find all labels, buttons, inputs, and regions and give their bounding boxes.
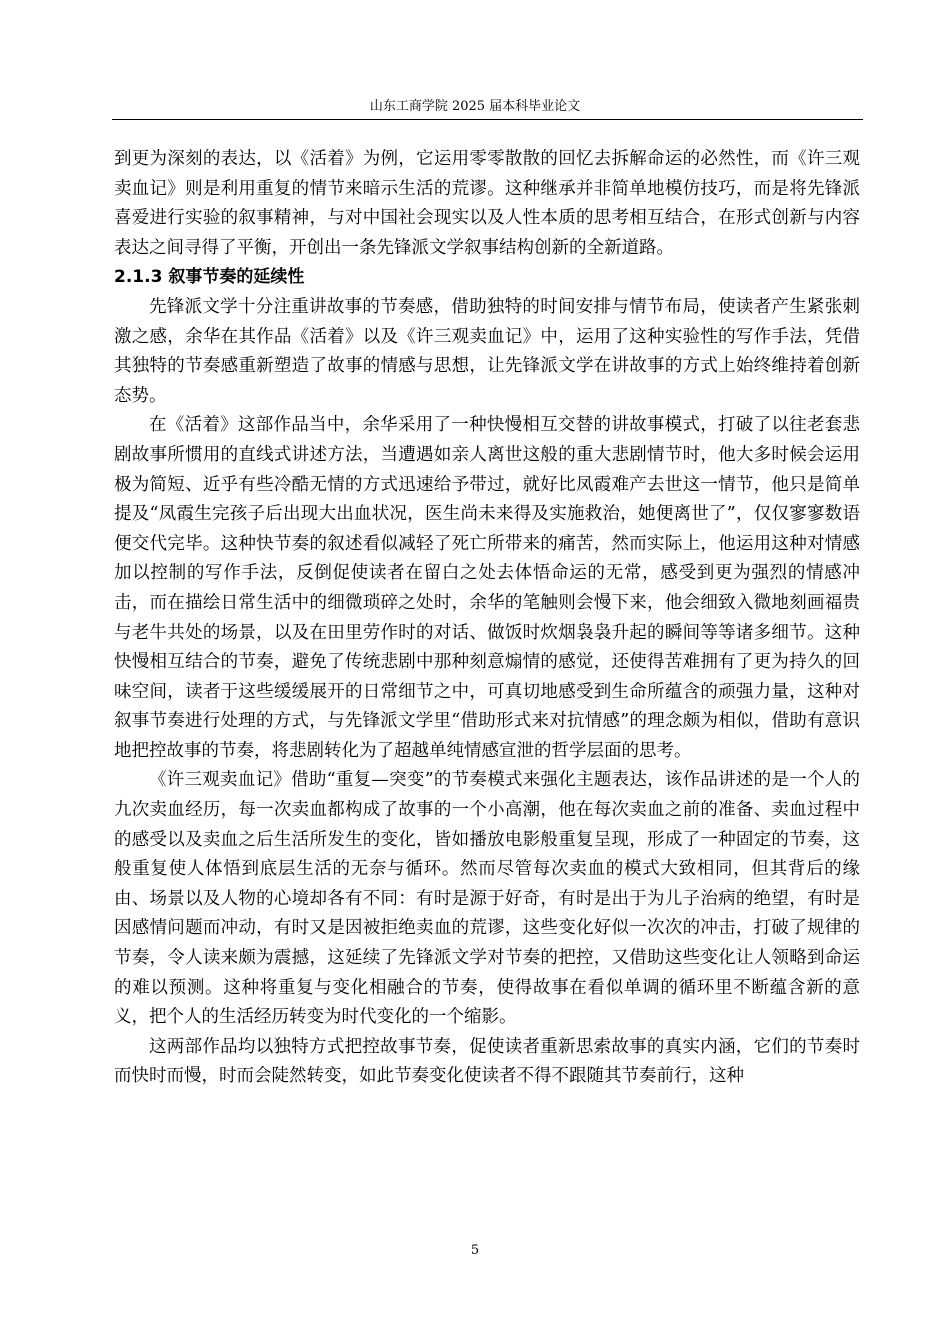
paragraph: 这两部作品均以独特方式把控故事节奏，促使读者重新思索故事的真实内涵，它们的节奏时而快时而慢，时而会陡然转变，如此节奏变化使读者不得不跟随其节奏前行，这种 bbox=[114, 1036, 860, 1087]
paragraph-continued: 到更为深刻的表达，以《活着》为例，它运用零零散散的回忆去拆解命运的必然性，而《许三观卖血记》则是利用重复的情节来暗示生活的荒谬。这种继承并非简单地模仿技巧，而是将先锋派喜爱进行实验的叙事精神，与对中国社会现实以及人性本质的思考相互结合，在形式创新与内容表达之间寻得了平衡，开创出一条先锋派文学叙事结构创新的全新道路。 bbox=[114, 149, 860, 258]
page-number: 5 bbox=[470, 1243, 480, 1258]
section-heading: 2.1.3 叙事节奏的延续性 bbox=[114, 267, 305, 288]
running-header: 山东工商学院 2025 届本科毕业论文 bbox=[369, 99, 581, 114]
paragraph: 先锋派文学十分注重讲故事的节奏感，借助独特的时间安排与情节布局，使读者产生紧张刺激之感，余华在其作品《活着》以及《许三观卖血记》中，运用了这种实验性的写作手法，凭借其独特的节奏感重新塑造了故事的情感与思想，让先锋派文学在讲故事的方式上始终维持着创新态势。 bbox=[114, 296, 860, 406]
paragraph: 《许三观卖血记》借助“重复—突变”的节奏模式来强化主题表达，该作品讲述的是一个人的九次卖血经历，每一次卖血都构成了故事的一个小高潮，他在每次卖血之前的准备、卖血过程中的感受以及卖血之后生活所发生的变化，皆如播放电影般重复呈现，形成了一种固定的节奏，这般重复使人体悟到底层生活的无奈与循环。然而尽管每次卖血的模式大致相同，但其背后的缘由、场景以及人物的心境却各有不同：有时是源于好奇，有时是出于为儿子治病的绝望，有时是因感情问题而冲动，有时又是因被拒绝卖血的荒谬，这些变化好似一次次的冲击，打破了规律的节奏，令人读来颇为震撼，这延续了先锋派文学对节奏的把控，又借助这些变化让人领略到命运的难以预测。这种将重复与变化相融合的节奏，使得故事在看似单调的循环里不断蕴含新的意义，把个人的生活经历转变为时代变化的一个缩影。 bbox=[114, 770, 860, 1028]
page-body bbox=[114, 145, 860, 1092]
paragraph: 在《活着》这部作品当中，余华采用了一种快慢相互交替的讲故事模式，打破了以往老套悲剧故事所惯用的直线式讲述方法，当遭遇如亲人离世这般的重大悲剧情节时，他大多时候会运用极为简短、近乎有些冷酷无情的方式迅速给予带过，就好比凤霞难产去世这一情节，他只是简单提及“凤霞生完孩子后出现大出血状况，医生尚未来得及实施救治，她便离世了”，仅仅寥寥数语便交代完毕。这种快节奏的叙述看似减轻了死亡所带来的痛苦，然而实际上，他运用这种对情感加以控制的写作手法，反倒促使读者在留白之处去体悟命运的无常，感受到更为强烈的情感冲击，而在描绘日常生活中的细微琐碎之处时，余华的笔触则会慢下来，他会细致入微地刻画福贵与老牛共处的场景，以及在田里劳作时的对话、做饭时炊烟袅袅升起的瞬间等等诸多细节。这种快慢相互结合的节奏，避免了传统悲剧中那种刻意煽情的感觉，还使得苦难拥有了更为持久的回味空间，读者于这些缓缓展开的日常细节之中，可真切地感受到生命所蕴含的顽强力量，这种对叙事节奏进行处理的方式，与先锋派文学里“借助形式来对抗情感”的理念颇为相似，借助有意识地把控故事的节奏，将悲剧转化为了超越单纯情感宣泄的哲学层面的思考。 bbox=[114, 415, 860, 761]
header-divider bbox=[112, 119, 863, 120]
